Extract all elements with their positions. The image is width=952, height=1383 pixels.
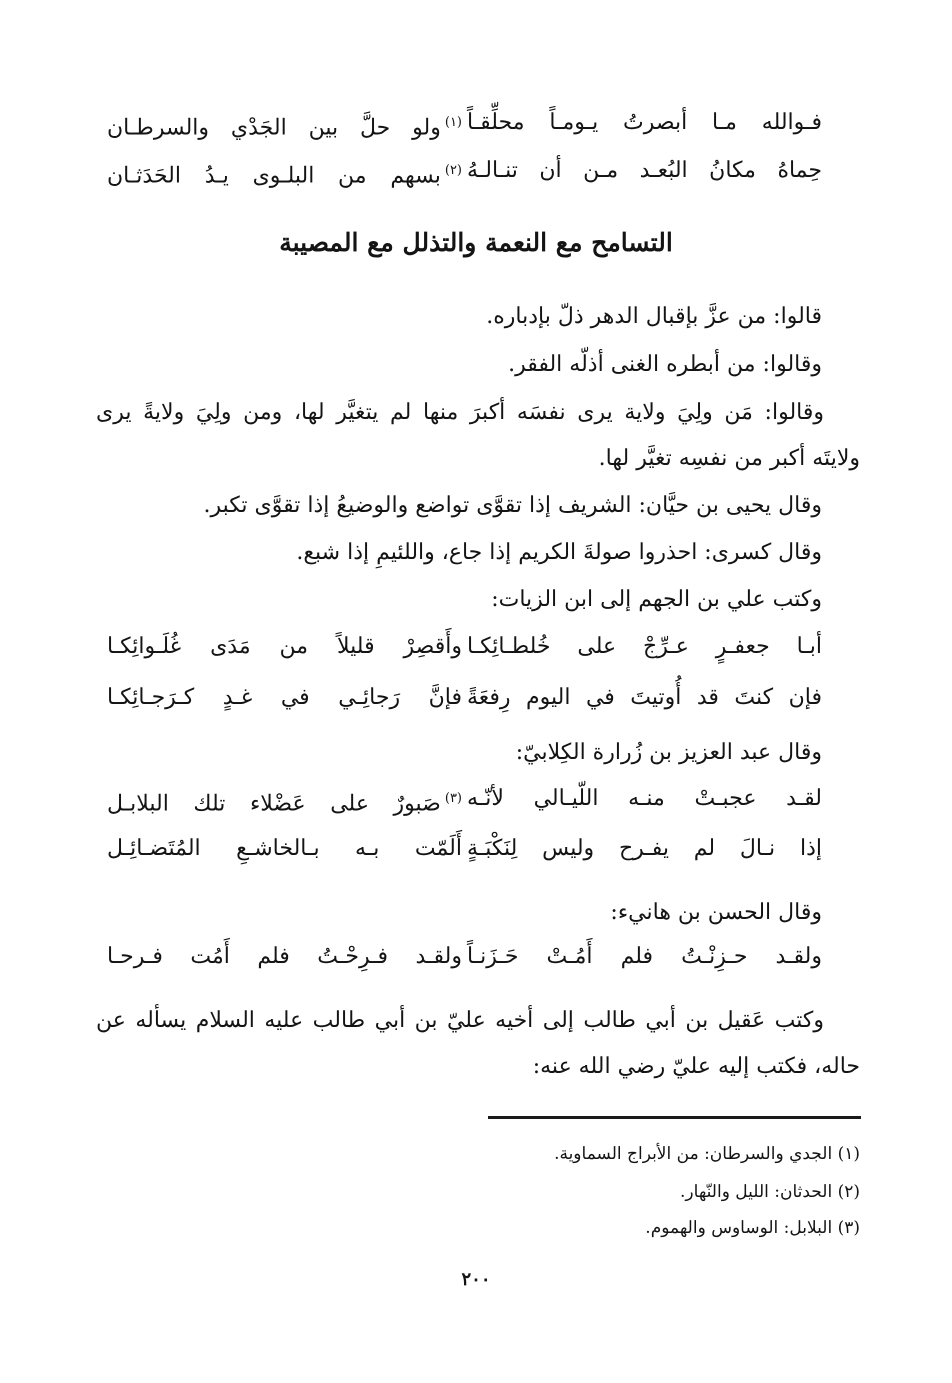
page-number: ٢٠٠ (461, 1269, 491, 1290)
footnote-3: (٣) البلابل: الوساوس والهموم. (645, 1218, 860, 1238)
prose-line: وقال عبد العزيز بن زُرارة الكِلابيّ: (515, 740, 822, 765)
poem1-line2-hemistich1: حِماهُ مكانُ البُعـد مـن أن تنـالـهُ (467, 158, 822, 183)
poem3-line2-hemistich2: أَلَمّت بـه بـالخاشـعِ المُتَضـائِـل (107, 836, 462, 861)
poem1-line1-hemistich2: $^{(١)}$ولو حلَّ بين الجَدْي والسرطـان (107, 115, 462, 141)
poem2-line2-hemistich1: فإن كنتَ قد أُوتيتَ في اليوم رِفعَةً (467, 685, 822, 710)
poem3-line2-hemistich1: إذا نـالَ لم يفـرح وليس لِنَكْبَـةٍ (467, 836, 822, 861)
footnote-divider (488, 1116, 861, 1119)
poem2-line2-hemistich2: فإنَّ رَجائِـي في غـدٍ كـرَجـائِكـا (107, 685, 462, 710)
poem1-line2-hemistich2: $^{(٢)}$بسهم من البلـوى يـدُ الحَدَثـان (107, 163, 462, 189)
prose-line: وقال يحيى بن حيَّان: الشريف إذا تقوَّى تواضع والوضيعُ إذا تقوَّى تكبر. (203, 493, 822, 518)
footnote-marker: (١) (444, 115, 462, 130)
poem4-line1-hemistich2: ولقـد فـرِحْـتُ فلم أَمُت فـرحـا (107, 944, 462, 969)
prose-line: وقالوا: من أبطره الغنى أذلّه الفقر. (508, 352, 822, 377)
prose-line: وكتب علي بن الجهم إلى ابن الزيات: (491, 587, 822, 612)
poem1-line1-hemistich1: فـوالله مـا أبصرتُ يـومـاً محلِّقـاً (467, 110, 822, 135)
footnote-2: (٢) الحدثان: الليل والنّهار. (680, 1182, 860, 1202)
poem3-line1-hemistich2: $^{(٣)}$صَبورٌ على عَضْلاء تلك البلابـل (107, 791, 462, 817)
footnote-1: (١) الجدي والسرطان: من الأبراج السماوية. (554, 1144, 860, 1164)
footnote-marker: (٣) (444, 791, 462, 806)
poem2-line1-hemistich1: أبـا جعفـرٍ عـرِّجْ على خُلطـائِكـا (467, 634, 822, 659)
prose-line: ولايتَه أكبر من نفسِه تغيَّر لها. (598, 446, 860, 471)
poem2-line1-hemistich2: وأَقصِرْ قليلاً من مَدَى غُلَـوائِكـا (107, 634, 462, 659)
poem4-line1-hemistich1: ولقـد حـزِنْـتُ فلم أَمُـتْ حَـزَنـاً (467, 944, 822, 969)
prose-line: وكتب عَقيل بن أبي طالب إلى أخيه عليّ بن أبي طالب عليه السلام يسأله عن (96, 1008, 824, 1033)
prose-line: حاله، فكتب إليه عليّ رضي الله عنه: (532, 1054, 860, 1079)
footnote-marker: (٢) (444, 163, 462, 178)
prose-line: قالوا: من عزَّ بإقبال الدهر ذلّ بإدباره. (486, 304, 822, 329)
prose-line: وقالوا: مَن ولِيَ ولاية يرى نفسَه أكبرَ منها لم يتغيَّر لها، ومن ولِيَ ولايةً يرى (96, 400, 824, 425)
section-heading: التسامح مع النعمة والتذلل مع المصيبة (279, 228, 673, 257)
prose-line: وقال كسرى: احذروا صولةَ الكريم إذا جاع، واللئيمِ إذا شبع. (296, 540, 822, 565)
prose-line: وقال الحسن بن هانيء: (610, 900, 822, 925)
poem3-line1-hemistich1: لقـد عجبـتْ منـه اللّيـالي لأنّـه (467, 786, 822, 811)
